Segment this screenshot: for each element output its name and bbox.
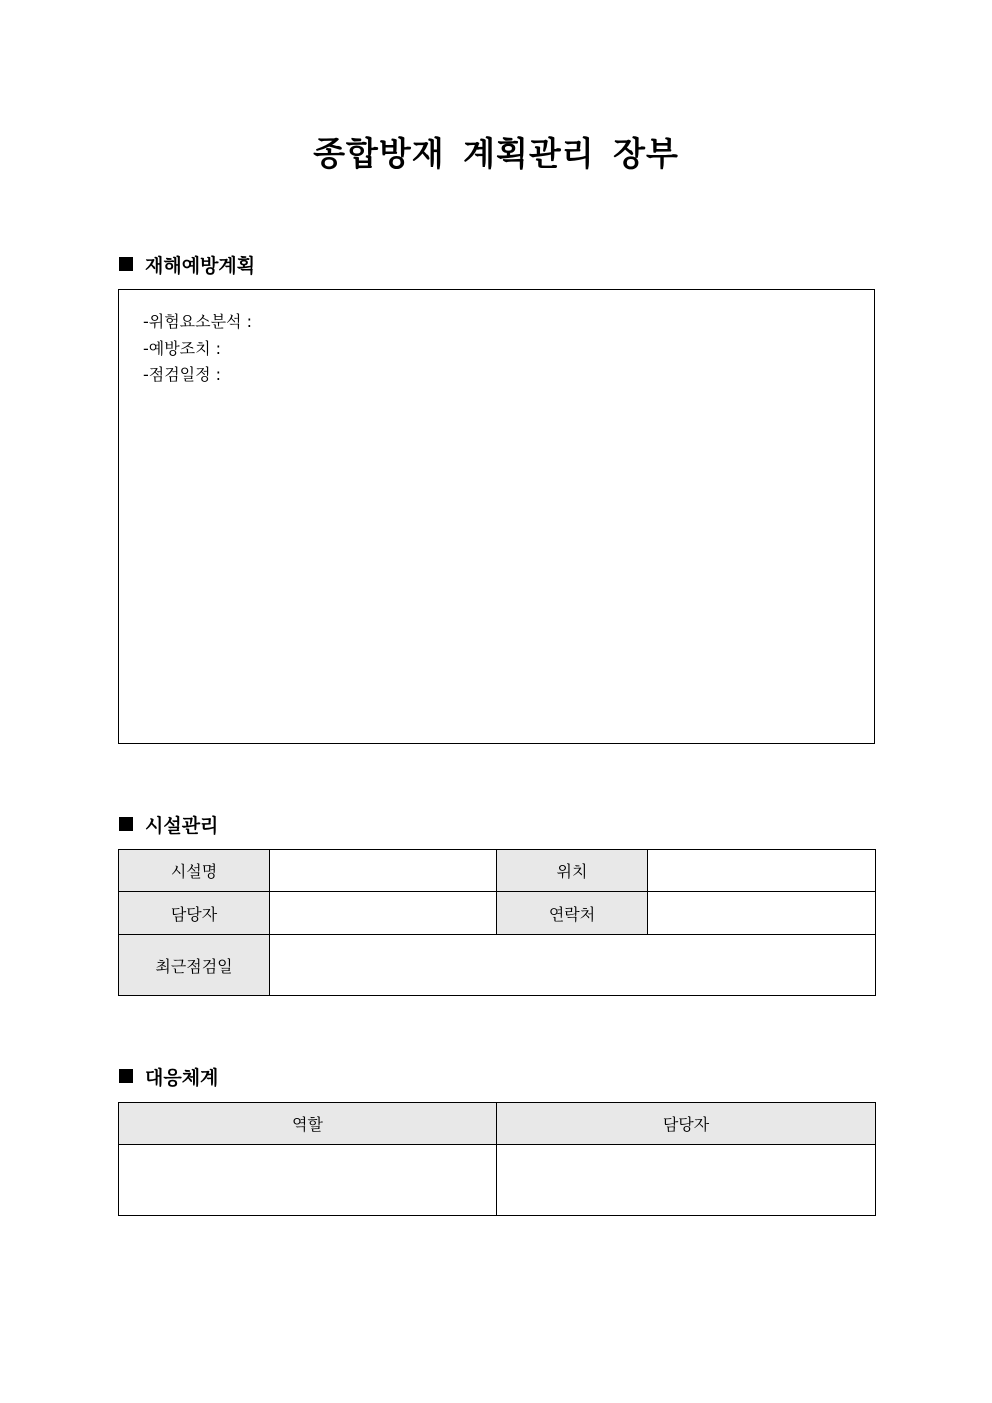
- contact-label: 연락처: [497, 892, 648, 935]
- manager-cell[interactable]: [497, 1145, 876, 1216]
- table-row: [119, 892, 876, 935]
- table-row: [119, 1145, 876, 1216]
- section-title-facility: 시설관리: [145, 814, 219, 837]
- page-title: 종합방재 계획관리 장부: [313, 134, 679, 173]
- facility-name-field[interactable]: [270, 850, 497, 892]
- last-inspection-field[interactable]: [270, 935, 876, 996]
- section-heading-response: [119, 1063, 218, 1089]
- facility-table: [118, 849, 876, 996]
- table-header-row: [119, 1103, 876, 1145]
- last-inspection-label: 최근점검일: [119, 935, 270, 996]
- contact-field[interactable]: [648, 892, 876, 935]
- role-header: 역할: [119, 1103, 497, 1145]
- facility-name-label: 시설명: [119, 850, 270, 892]
- prevention-plan-box[interactable]: [118, 289, 875, 744]
- risk-analysis-line: -위험요소분석 :: [143, 312, 252, 331]
- location-label: 위치: [497, 850, 648, 892]
- manager-field[interactable]: [270, 892, 497, 935]
- section-heading-prevention: [119, 251, 255, 277]
- response-table: [118, 1102, 876, 1216]
- table-row: [119, 935, 876, 996]
- section-title-response: 대응체계: [145, 1066, 219, 1089]
- black-square-icon: [119, 1069, 133, 1083]
- black-square-icon: [119, 257, 133, 271]
- location-field[interactable]: [648, 850, 876, 892]
- manager-label: 담당자: [119, 892, 270, 935]
- table-row: [119, 850, 876, 892]
- role-cell[interactable]: [119, 1145, 497, 1216]
- inspection-schedule-line: -점검일정 :: [143, 365, 222, 384]
- section-heading-facility: [119, 811, 218, 837]
- preventive-measure-line: -예방조치 :: [143, 338, 222, 358]
- section-title-prevention: 재해예방계획: [145, 254, 256, 277]
- black-square-icon: [119, 817, 133, 831]
- manager-header: 담당자: [497, 1103, 876, 1145]
- prevention-plan-lines: [143, 309, 252, 389]
